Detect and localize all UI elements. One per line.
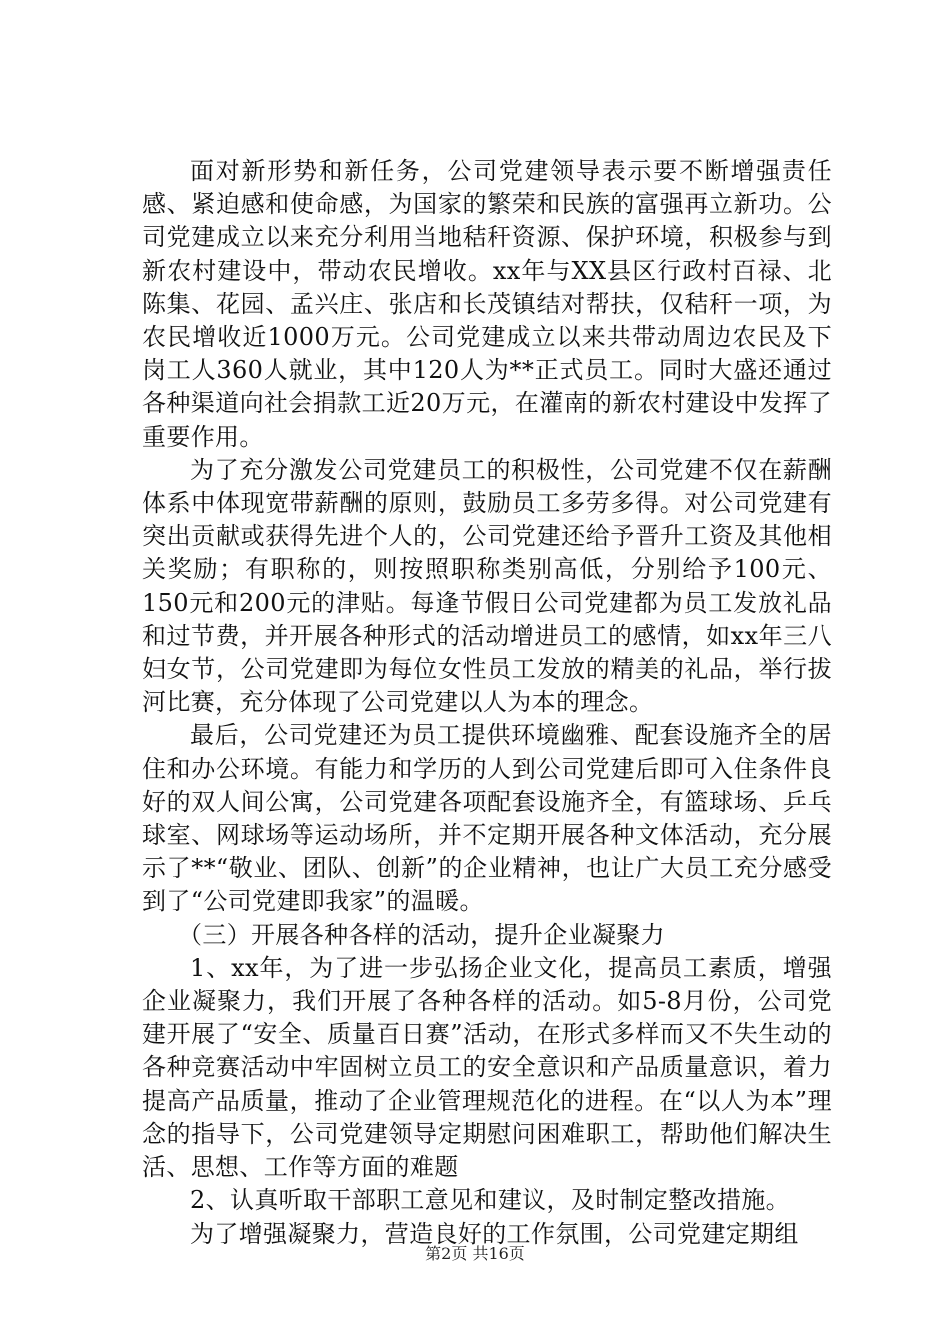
paragraph-activities-item-2: 2、认真听取干部职工意见和建议，及时制定整改措施。 (190, 1186, 791, 1215)
paragraph-cohesion: 为了增强凝聚力，营造良好的工作氛围，公司党建定期组 (190, 1219, 799, 1248)
page-number-footer: 第2页 共16页 (425, 1244, 525, 1263)
paragraph-employee-incentives: 为了充分激发公司党建员工的积极性，公司党建不仅在薪酬体系中体现宽带薪酬的原则，鼓励员工多劳多得。对公司党建有突出贡献或获得先进个人的，公司党建还给予晋升工资及其他相关奖励；有职称的，则按照职称类别高低，分别给予100元、150元和200元的津贴。每逢节假日公司党建都为员工发放礼品和过节费，并开展各种形式的活动增进员工的感情，如xx年三八妇女节，公司党建即为每位女性员工发放的精美的礼品，举行拔河比赛，充分体现了公司党建以人为本的理念。 (142, 455, 832, 717)
paragraph-activities-item-1: 1、xx年，为了进一步弘扬企业文化，提高员工素质，增强企业凝聚力，我们开展了各种各样的活动。如5-8月份，公司党建开展了“安全、质量百日赛”活动，在形式多样而又不失生动的各种竞赛活动中牢固树立员工的安全意识和产品质量意识，着力提高产品质量，推动了企业管理规范化的进程。在“以人为本”理念的指导下，公司党建领导定期慰问困难职工，帮助他们解决生活、思想、工作等方面的难题 (142, 953, 832, 1182)
paragraph-responsibility: 面对新形势和新任务，公司党建领导表示要不断增强责任感、紧迫感和使命感，为国家的繁荣和民族的富强再立新功。公司党建成立以来充分利用当地秸秆资源、保护环境，积极参与到新农村建设中，带动农民增收。xx年与XX县区行政村百禄、北陈集、花园、孟兴庄、张店和长茂镇结对帮扶，仅秸秆一项，为农民增收近1000万元。公司党建成立以来共带动周边农民及下岗工人360人就业，其中120人为**正式员工。同时大盛还通过各种渠道向社会捐款工近20万元，在灌南的新农村建设中发挥了重要作用。 (142, 157, 832, 451)
document-body (142, 155, 832, 1251)
paragraph-living-environment: 最后，公司党建还为员工提供环境幽雅、配套设施齐全的居住和办公环境。有能力和学历的人到公司党建后即可入住条件良好的双人间公寓，公司党建各项配套设施齐全，有篮球场、乒乓球室、网球场等运动场所，并不定期开展各种文体活动，充分展示了**“敬业、团队、创新”的企业精神，也让广大员工充分感受到了“公司党建即我家”的温暖。 (142, 721, 832, 916)
section-heading-activities: （三）开展各种各样的活动，提升企业凝聚力 (178, 920, 665, 949)
